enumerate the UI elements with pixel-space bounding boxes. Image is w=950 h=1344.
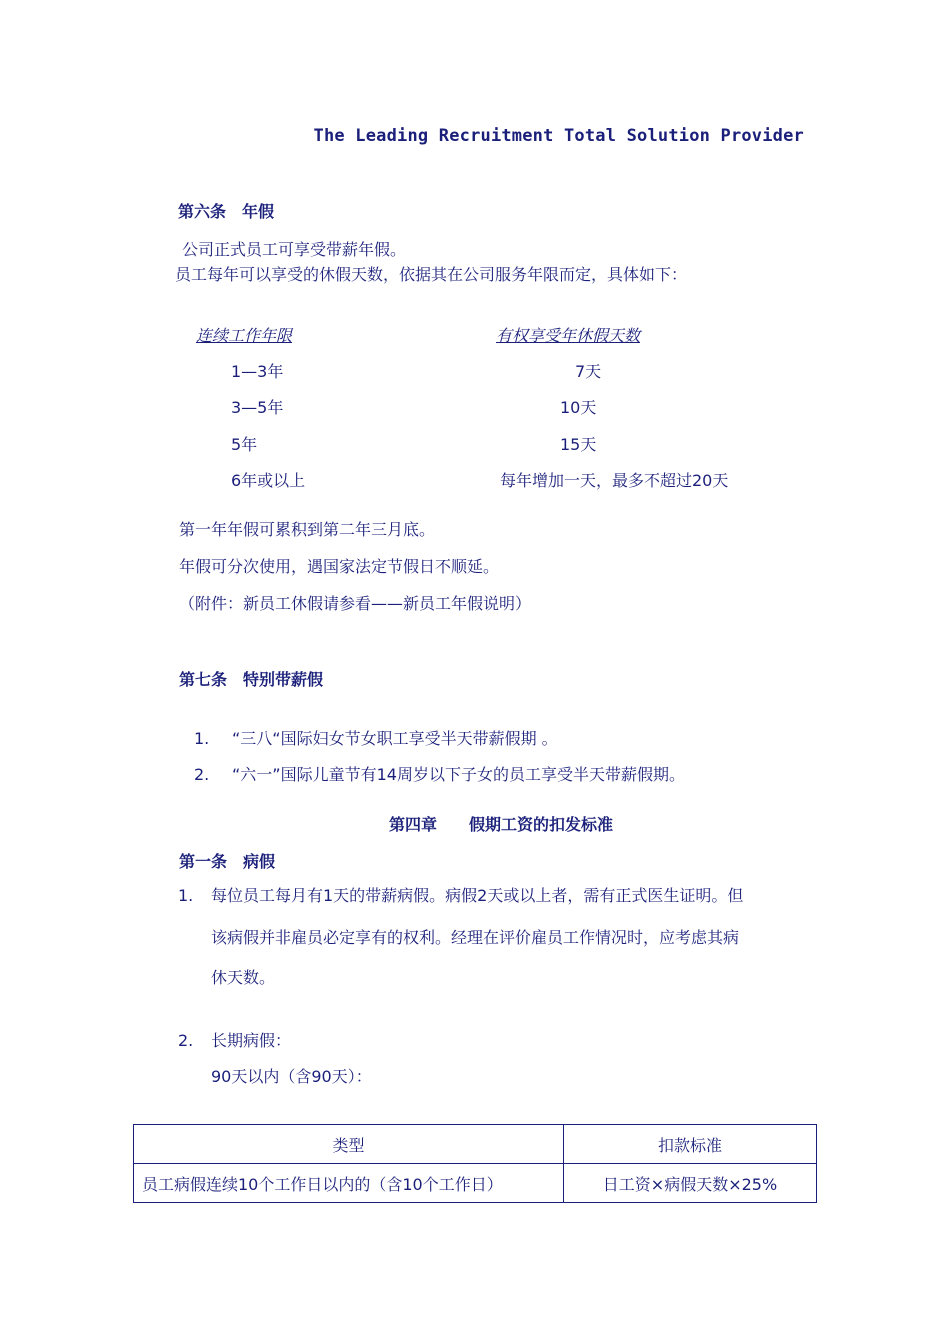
article7-title: 第七条 特别带薪假 bbox=[179, 670, 324, 689]
table-header-row bbox=[134, 1125, 817, 1164]
article7-item1-num: 1. bbox=[194, 729, 210, 748]
article1-item2-text: 长期病假： bbox=[211, 1031, 292, 1050]
days-row-4: 每年增加一天，最多不超过20天 bbox=[500, 471, 729, 490]
years-row-3: 5年 bbox=[231, 435, 258, 454]
article1-title: 第一条 病假 bbox=[179, 852, 276, 871]
article1-item1-line2: 该病假并非雇员必定享有的权利。经理在评价雇员工作情况时，应考虑其病 bbox=[211, 928, 740, 947]
article1-item2-sub: 90天以内（含90天）： bbox=[211, 1067, 372, 1086]
article6-intro2: 员工每年可以享受的休假天数，依据其在公司服务年限而定，具体如下： bbox=[175, 265, 688, 284]
article6-note3: （附件：新员工休假请参看——新员工年假说明） bbox=[179, 594, 532, 613]
days-row-2: 10天 bbox=[560, 398, 597, 417]
deduction-table bbox=[133, 1124, 817, 1203]
article7-item2-text: “六一”国际儿童节有14周岁以下子女的员工享受半天带薪假期。 bbox=[232, 765, 685, 784]
article6-note2: 年假可分次使用，遇国家法定节假日不顺延。 bbox=[179, 557, 500, 576]
article1-item1-line3: 休天数。 bbox=[211, 968, 276, 987]
years-row-1: 1—3年 bbox=[231, 362, 284, 381]
table-row bbox=[134, 1164, 817, 1203]
article7-item2-num: 2. bbox=[194, 765, 210, 784]
years-row-4: 6年或以上 bbox=[231, 471, 306, 490]
col-header-days: 有权享受年休假天数 bbox=[496, 326, 641, 345]
col-header-years: 连续工作年限 bbox=[196, 326, 293, 345]
chapter4-title: 第四章 假期工资的扣发标准 bbox=[389, 815, 614, 834]
article7-item1-text: “三八“国际妇女节女职工享受半天带薪假期 。 bbox=[232, 729, 558, 748]
table-header-standard: 扣款标准 bbox=[564, 1125, 817, 1164]
table-header-type: 类型 bbox=[134, 1125, 564, 1164]
table-cell-standard: 日工资×病假天数×25% bbox=[564, 1164, 817, 1203]
article1-item1-num: 1. bbox=[178, 886, 194, 905]
header-tagline: The Leading Recruitment Total Solution Provider bbox=[313, 126, 804, 146]
article6-title: 第六条 年假 bbox=[178, 202, 275, 221]
article6-intro1: 公司正式员工可享受带薪年假。 bbox=[182, 240, 407, 259]
table-cell-type: 员工病假连续10个工作日以内的（含10个工作日） bbox=[134, 1164, 564, 1203]
days-row-1: 7天 bbox=[575, 362, 602, 381]
article1-item1-line1: 每位员工每月有1天的带薪病假。病假2天或以上者，需有正式医生证明。但 bbox=[211, 886, 744, 905]
article1-item2-num: 2. bbox=[178, 1031, 194, 1050]
article6-note1: 第一年年假可累积到第二年三月底。 bbox=[179, 520, 436, 539]
years-row-2: 3—5年 bbox=[231, 398, 284, 417]
days-row-3: 15天 bbox=[560, 435, 597, 454]
